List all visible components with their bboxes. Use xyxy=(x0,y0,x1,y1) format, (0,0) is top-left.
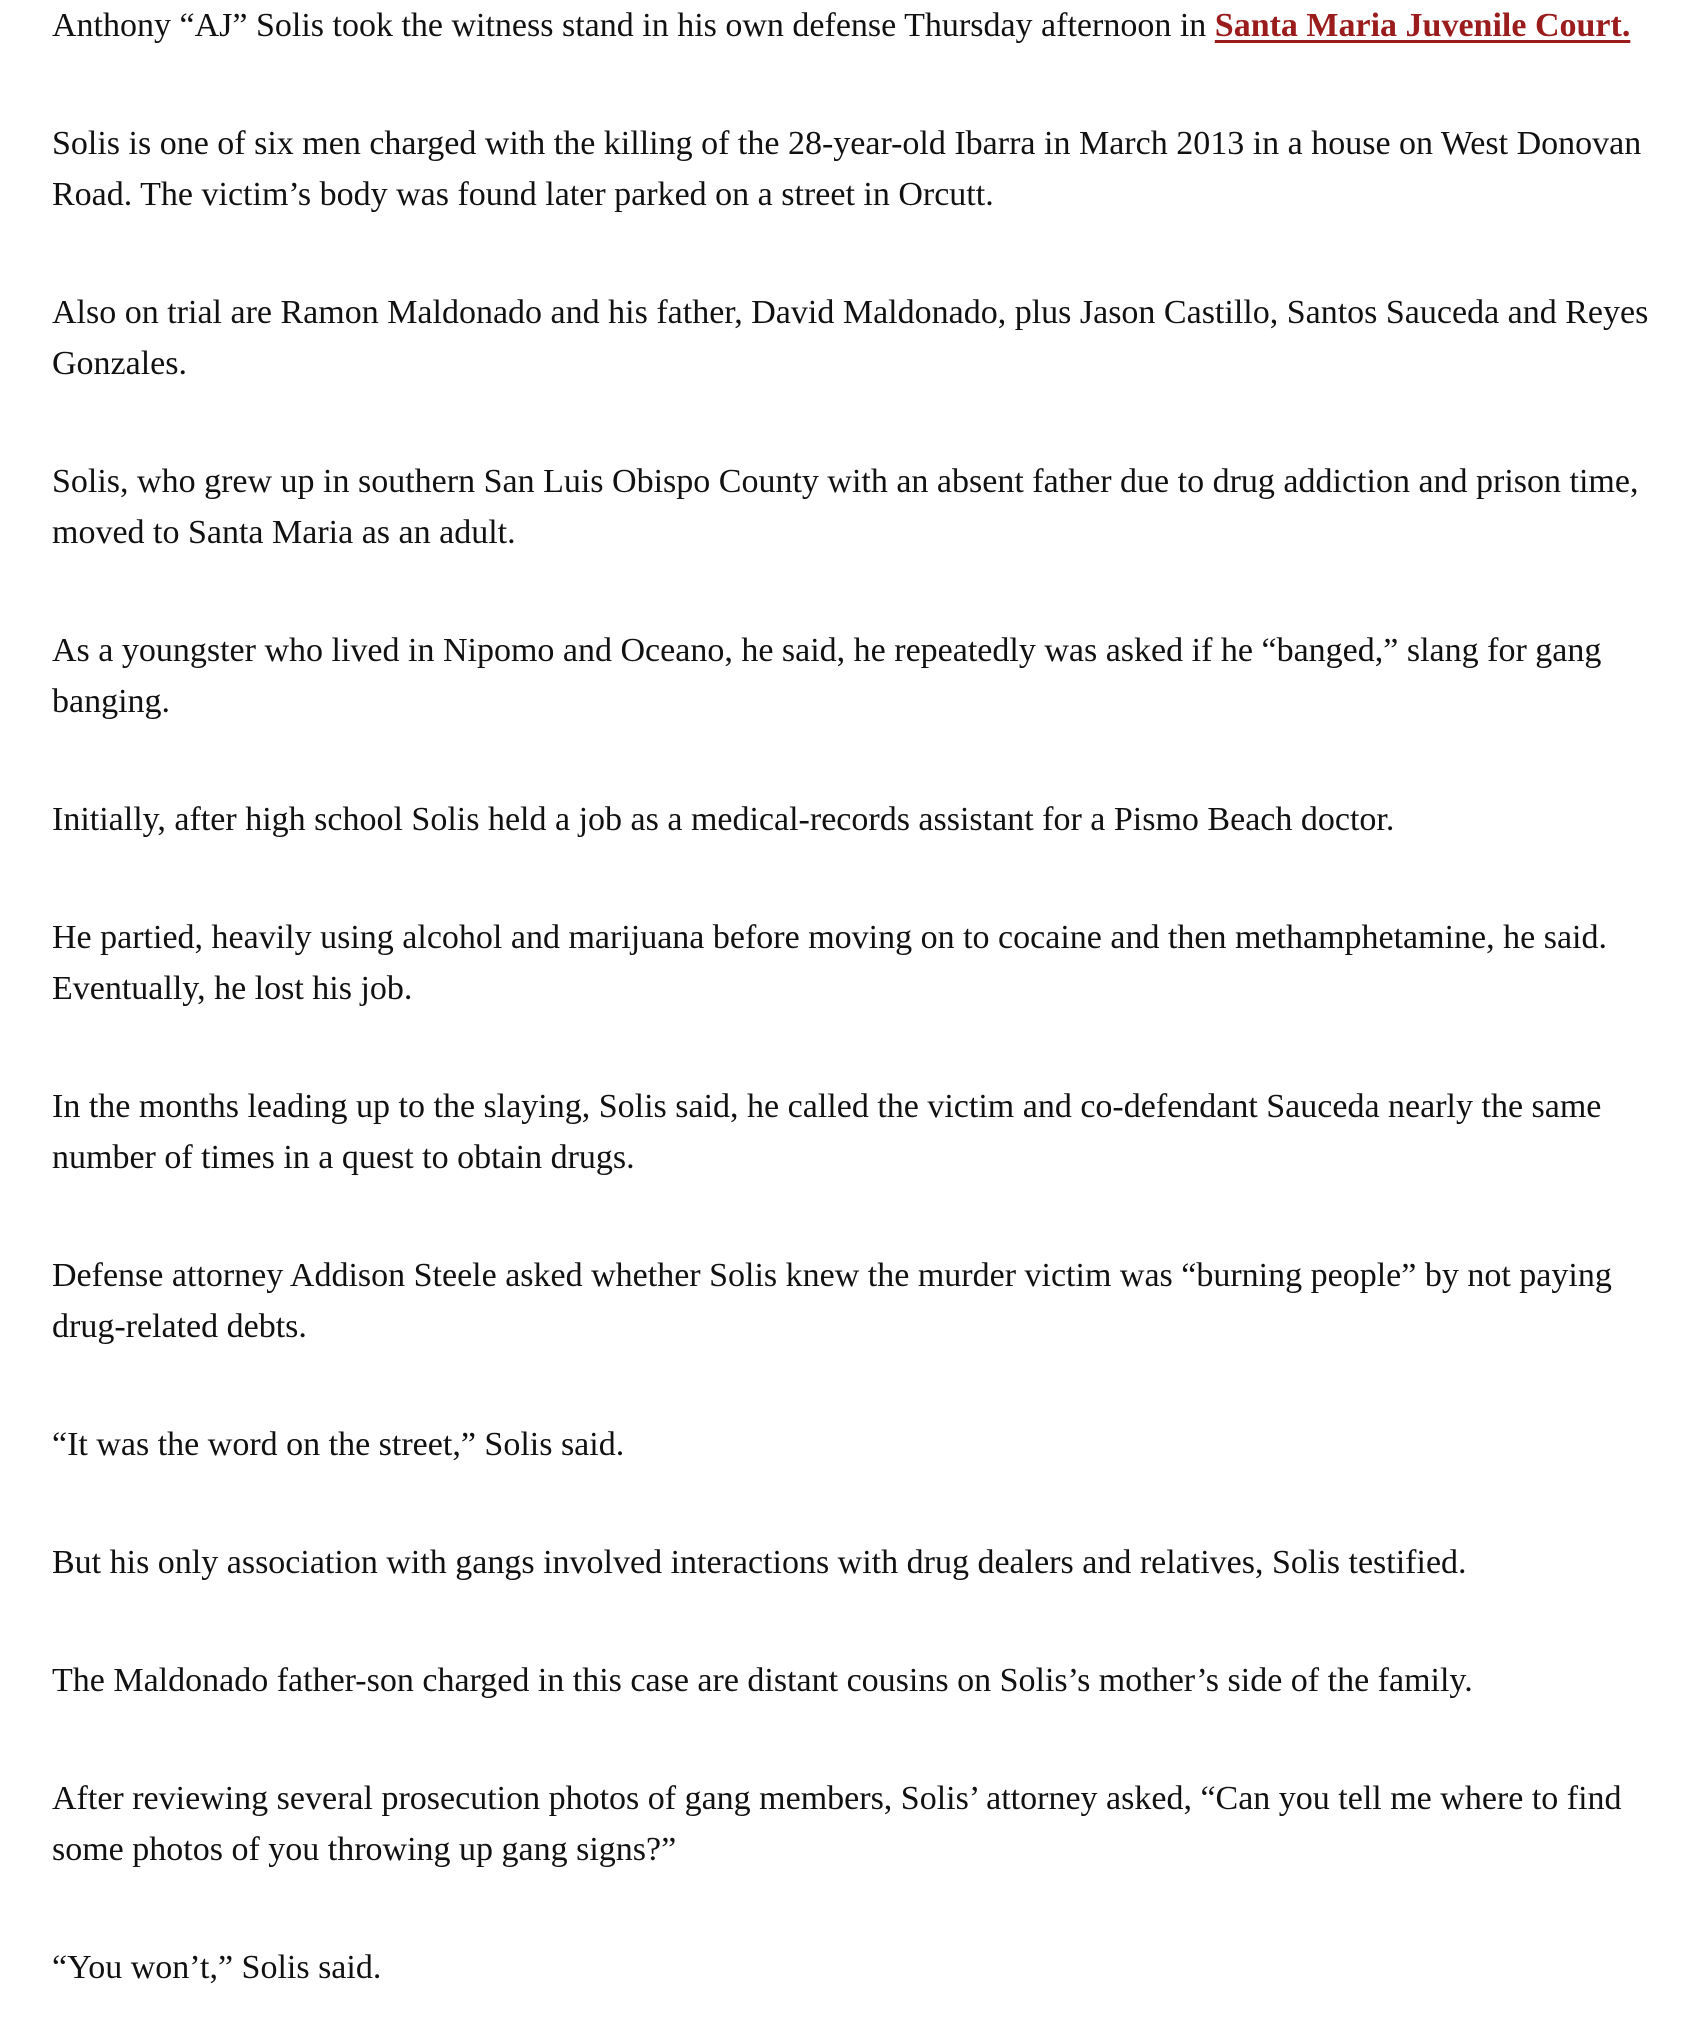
paragraph-intro-text: Anthony “AJ” Solis took the witness stand in his own defense Thursday afternoon in xyxy=(52,7,1215,44)
paragraph: Defense attorney Addison Steele asked whether Solis knew the murder victim was “burning people” by not paying drug-related debts. xyxy=(52,1257,1612,1345)
paragraph: “You won’t,” Solis said. xyxy=(52,1949,382,1986)
paragraph: But his only association with gangs involved interactions with drug dealers and relatives, Solis testified. xyxy=(52,1544,1467,1581)
paragraph: As a youngster who lived in Nipomo and Oceano, he said, he repeatedly was asked if he “banged,” slang for gang banging. xyxy=(52,632,1602,720)
article-body xyxy=(52,0,1682,1993)
paragraph: Initially, after high school Solis held a job as a medical-records assistant for a Pismo Beach doctor. xyxy=(52,801,1395,838)
paragraph: Solis, who grew up in southern San Luis Obispo County with an absent father due to drug addiction and prison time, moved to Santa Maria as an adult. xyxy=(52,463,1639,551)
paragraph: The Maldonado father-son charged in this case are distant cousins on Solis’s mother’s side of the family. xyxy=(52,1662,1473,1699)
paragraph: After reviewing several prosecution photos of gang members, Solis’ attorney asked, “Can you tell me where to find some photos of you throwing up gang signs?” xyxy=(52,1780,1622,1868)
paragraph: Also on trial are Ramon Maldonado and his father, David Maldonado, plus Jason Castillo, Santos Sauceda and Reyes Gonzales. xyxy=(52,294,1649,382)
court-link[interactable]: Santa Maria Juvenile Court. xyxy=(1214,7,1631,44)
paragraph: Solis is one of six men charged with the killing of the 28-year-old Ibarra in March 2013 in a house on West Donovan Road. The victim’s body was found later parked on a street in Orcutt. xyxy=(52,125,1642,213)
paragraph-intro xyxy=(52,0,1682,51)
paragraph: In the months leading up to the slaying, Solis said, he called the victim and co-defendant Sauceda nearly the same number of times in a quest to obtain drugs. xyxy=(52,1088,1602,1176)
paragraph: “It was the word on the street,” Solis said. xyxy=(52,1426,625,1463)
paragraph: He partied, heavily using alcohol and marijuana before moving on to cocaine and then methamphetamine, he said. Eventually, he lost his job. xyxy=(52,919,1607,1007)
